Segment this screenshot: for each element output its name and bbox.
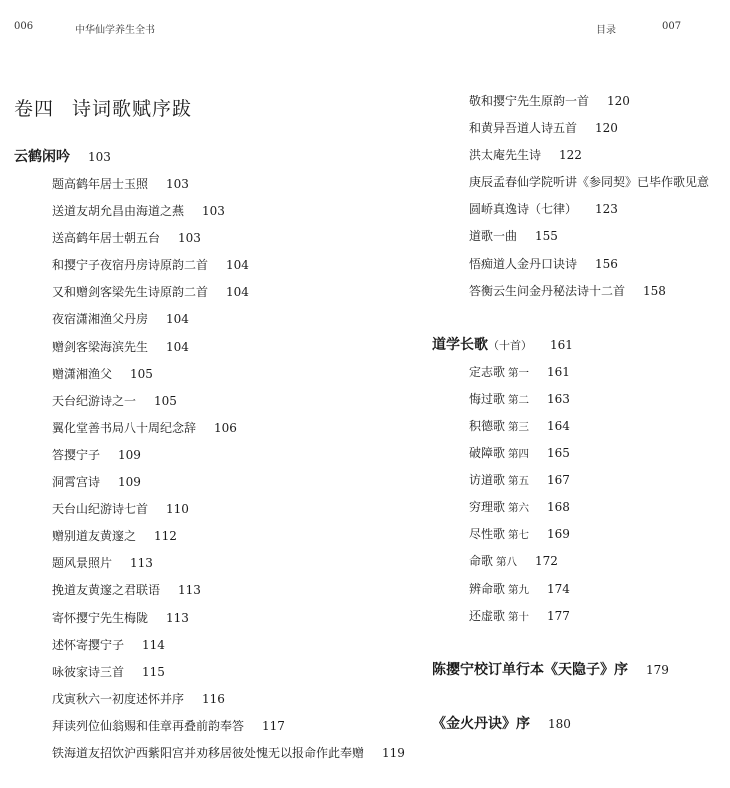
page-ref: 116 <box>202 691 225 706</box>
page-ref: 104 <box>166 312 189 327</box>
entry-title: 访道歌 <box>469 473 506 488</box>
entry-ordinal: 第十 <box>508 610 530 623</box>
page-ref: 104 <box>166 339 189 354</box>
page-ref: 179 <box>646 662 669 677</box>
entry-ordinal: 第八 <box>496 556 518 569</box>
toc-entry[interactable] <box>432 390 709 417</box>
page-ref: 122 <box>559 148 582 163</box>
toc-entry[interactable] <box>432 417 709 444</box>
entry-title: 和黄异吾道人诗五首 <box>469 121 578 136</box>
entry-ordinal: 第四 <box>508 448 530 461</box>
toc-entry[interactable] <box>432 580 709 607</box>
section-gap <box>432 688 709 715</box>
entry-title: 赠剑客梁海滨先生 <box>52 339 149 354</box>
page-ref: 169 <box>547 527 570 542</box>
entry-title: 命歌 <box>469 554 494 569</box>
entry-title: 铁海道友招饮沪西紫阳宫并劝移居彼处愧无以报命作此奉赠 <box>52 745 365 760</box>
entry-ordinal: 第七 <box>508 529 530 542</box>
entry-title: 道歌一曲 <box>469 229 518 244</box>
page-number-right: 007 <box>662 21 682 32</box>
volume-number: 卷四 <box>14 98 55 120</box>
page-ref: 161 <box>550 337 573 352</box>
toc-entry[interactable] <box>432 200 709 227</box>
entry-title: 还虚歌 <box>469 608 506 623</box>
toc-entry[interactable] <box>14 744 405 771</box>
entry-title: 洪太庵先生诗 <box>469 148 542 163</box>
toc-entry-list <box>14 175 405 771</box>
page-ref: 109 <box>118 447 141 462</box>
section-title: 《金火丹诀》序 <box>432 715 530 732</box>
toc-entry[interactable] <box>432 607 709 634</box>
page-ref: 109 <box>118 475 141 490</box>
page-ref: 167 <box>547 473 570 488</box>
page-ref: 113 <box>130 556 153 571</box>
toc-entry[interactable] <box>14 175 405 202</box>
toc-entry[interactable] <box>14 527 405 554</box>
page-ref: 119 <box>382 745 405 760</box>
entry-ordinal: 第六 <box>508 502 530 515</box>
page-ref: 155 <box>535 229 558 244</box>
entry-title: 辨命歌 <box>469 581 506 596</box>
toc-entry[interactable] <box>432 498 709 525</box>
toc-entry-list <box>432 92 709 309</box>
book-title: 中华仙学养生全书 <box>75 25 155 36</box>
entry-title: 赠别道友黄邃之 <box>52 529 137 544</box>
page-ref: 177 <box>547 608 570 623</box>
page-ref: 180 <box>548 716 571 731</box>
page-ref: 115 <box>142 664 165 679</box>
page-ref: 103 <box>88 150 111 164</box>
entry-title: 翼化堂善书局八十周纪念辞 <box>52 420 197 435</box>
page-ref: 168 <box>547 500 570 515</box>
page-ref: 103 <box>166 177 189 191</box>
toc-entry[interactable] <box>14 229 405 256</box>
entry-title: 又和赠剑客梁先生诗原韵二首 <box>52 285 209 300</box>
section-title: 道学长歌 <box>432 336 488 353</box>
toc-entry[interactable] <box>14 581 405 608</box>
entry-title: 洞霄宫诗 <box>52 475 101 490</box>
entry-title: 敬和撄宁先生原韵一首 <box>469 94 590 108</box>
entry-ordinal: 第九 <box>508 583 530 596</box>
toc-right-column <box>432 92 709 742</box>
section-gap <box>432 634 709 661</box>
entry-title: 咏彼家诗三首 <box>52 664 125 679</box>
toc-entry[interactable] <box>432 146 709 173</box>
page-ref: 163 <box>547 391 570 406</box>
entry-title: 题风景照片 <box>52 556 113 571</box>
entry-title: 庚辰孟春仙学院听讲《参同契》已毕作歌见意 <box>469 175 710 190</box>
entry-title: 穷理歌 <box>469 500 506 515</box>
entry-title: 积德歌 <box>469 418 506 433</box>
volume-heading <box>14 94 192 121</box>
toc-entry[interactable] <box>432 255 709 282</box>
entry-title: 寄怀撄宁先生梅陇 <box>52 610 149 625</box>
entry-ordinal: 第三 <box>508 420 530 433</box>
entry-title: 圆峤真逸诗（七律） <box>469 202 578 217</box>
section-heading[interactable] <box>14 148 405 175</box>
page-ref: 113 <box>178 583 201 598</box>
entry-title: 送道友胡允昌由海道之燕 <box>52 204 185 219</box>
entry-title: 尽性歌 <box>469 527 506 542</box>
entry-title: 拜读列位仙翁赐和佳章再叠前韵奉答 <box>52 718 245 733</box>
page-ref: 112 <box>154 529 177 544</box>
toc-entry[interactable] <box>14 500 405 527</box>
page-ref: 156 <box>595 256 618 271</box>
entry-title: 赠潇湘渔父 <box>52 366 113 381</box>
page-number-left: 006 <box>14 21 34 32</box>
page-ref: 106 <box>214 420 237 435</box>
toc-entry[interactable] <box>432 282 709 309</box>
section-heading[interactable] <box>432 336 709 363</box>
toc-entry[interactable] <box>14 636 405 663</box>
toc-entry[interactable] <box>14 717 405 744</box>
section-title: 云鹤闲吟 <box>14 149 70 165</box>
entry-title: 天台山纪游诗七首 <box>52 502 149 517</box>
page-ref: 117 <box>262 718 285 733</box>
page-ref: 105 <box>154 393 177 408</box>
page-ref: 104 <box>226 258 249 273</box>
entry-ordinal: 第二 <box>508 393 530 406</box>
entry-title: 悟痴道人金丹口诀诗 <box>469 256 578 271</box>
entry-ordinal: 第一 <box>508 366 530 379</box>
entry-title: 戊寅秋六一初度述怀并序 <box>52 691 185 706</box>
entry-title: 悔过歌 <box>469 391 506 406</box>
entry-title: 天台纪游诗之一 <box>52 393 137 408</box>
page-ref: 123 <box>595 202 618 217</box>
toc-entry[interactable] <box>432 119 709 146</box>
toc-entry[interactable] <box>432 173 709 200</box>
entry-title: 答撄宁子 <box>52 447 101 462</box>
toc-entry[interactable] <box>14 338 405 365</box>
section-gap <box>432 309 709 336</box>
toc-entry[interactable] <box>14 554 405 581</box>
page-ref: 174 <box>547 581 570 596</box>
section-title: 陈撄宁校订单行本《天隐子》序 <box>432 661 628 678</box>
toc-entry[interactable] <box>14 365 405 392</box>
entry-title: 和撄宁子夜宿丹房诗原韵二首 <box>52 258 209 273</box>
toc-entry[interactable] <box>14 609 405 636</box>
page-ref: 172 <box>535 554 558 569</box>
toc-entry[interactable] <box>432 552 709 579</box>
toc-entry[interactable] <box>14 310 405 337</box>
page-ref: 104 <box>226 285 249 300</box>
entry-title: 夜宿潇湘渔父丹房 <box>52 312 149 327</box>
entry-title: 答衡云生问金丹秘法诗十二首 <box>469 283 626 298</box>
toc-entry[interactable] <box>432 471 709 498</box>
toc-entry[interactable] <box>14 392 405 419</box>
page-ref: 120 <box>595 121 618 136</box>
page-ref: 120 <box>607 94 630 108</box>
page-ref: 105 <box>130 366 153 381</box>
page-header <box>0 16 730 40</box>
toc-entry[interactable] <box>14 256 405 283</box>
page-ref: 114 <box>142 637 165 652</box>
section-heading[interactable] <box>432 715 709 742</box>
entry-title: 挽道友黄邃之君联语 <box>52 583 161 598</box>
toc-entry[interactable] <box>14 446 405 473</box>
entry-title: 题高鹤年居士玉照 <box>52 177 149 191</box>
toc-entry[interactable] <box>14 202 405 229</box>
toc-entry[interactable] <box>14 473 405 500</box>
volume-title: 诗词歌赋序跋 <box>72 98 193 120</box>
toc-entry[interactable] <box>14 690 405 717</box>
section-running-head: 目录 <box>596 25 616 36</box>
page-ref: 164 <box>547 418 570 433</box>
toc-entry[interactable] <box>432 227 709 254</box>
toc-entry-list <box>432 363 709 634</box>
entry-title: 述怀寄撄宁子 <box>52 637 125 652</box>
toc-entry[interactable] <box>432 525 709 552</box>
toc-entry[interactable] <box>432 92 709 119</box>
entry-title: 送高鹤年居士朝五台 <box>52 231 161 246</box>
toc-entry[interactable] <box>14 283 405 310</box>
page-ref: 165 <box>547 446 570 461</box>
toc-entry[interactable] <box>432 363 709 390</box>
page-ref: 103 <box>202 204 225 219</box>
page-ref: 158 <box>643 283 666 298</box>
toc-entry[interactable] <box>14 419 405 446</box>
entry-title: 破障歌 <box>469 446 506 461</box>
section-note: （十首） <box>488 338 532 352</box>
entry-ordinal: 第五 <box>508 475 530 488</box>
page-ref: 113 <box>166 610 189 625</box>
page-ref: 103 <box>178 231 201 246</box>
section-heading[interactable] <box>432 661 709 688</box>
page-ref: 110 <box>166 502 189 517</box>
entry-title: 定志歌 <box>469 364 506 379</box>
toc-left-column <box>14 148 405 771</box>
page-ref: 161 <box>547 364 570 379</box>
toc-entry[interactable] <box>432 444 709 471</box>
toc-entry[interactable] <box>14 663 405 690</box>
